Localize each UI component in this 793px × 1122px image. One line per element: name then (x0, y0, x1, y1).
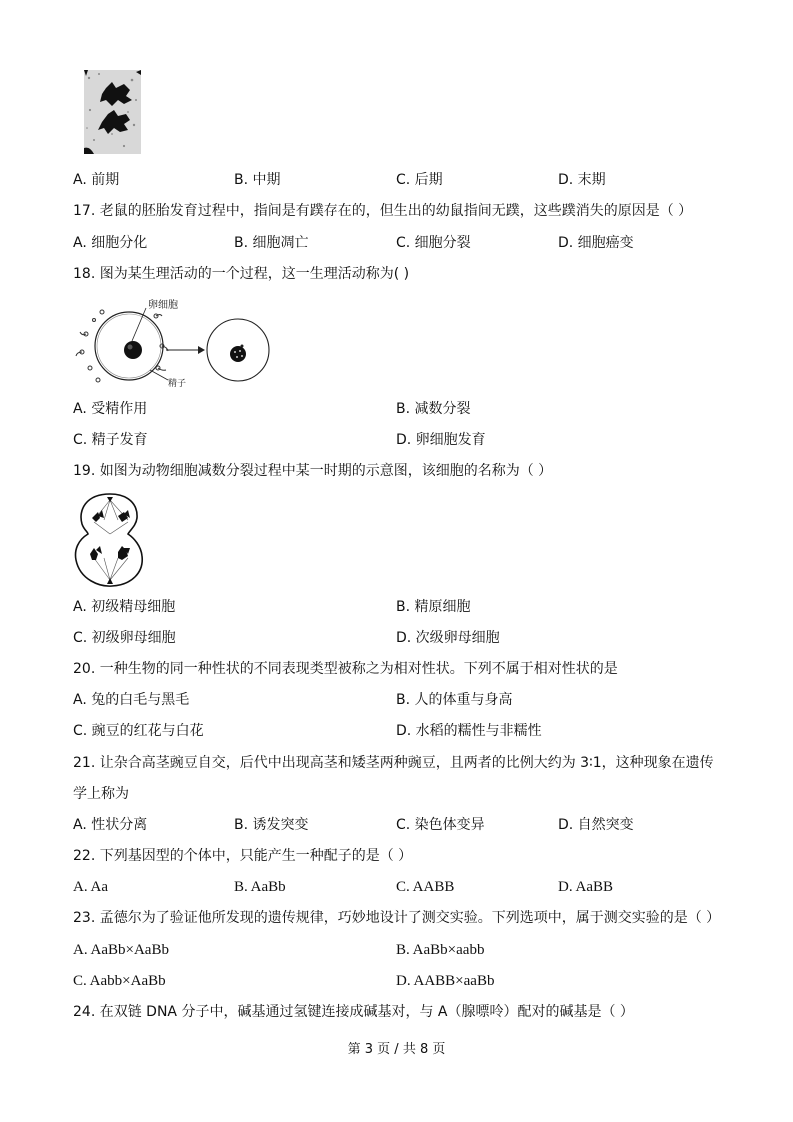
q23-option-c[interactable]: C. Aabb×AaBb (73, 973, 166, 989)
q18-option-c[interactable]: C. 精子发育 (73, 432, 148, 448)
egg-label: 卵细胞 (148, 300, 178, 311)
q21-stem-line2: 学上称为 (73, 786, 129, 802)
q21-stem-line1: 21. 让杂合高茎豌豆自交，后代中出现高茎和矮茎两种豌豆，且两者的比例大约为 3∶1，这种现象在遗传 (73, 755, 714, 771)
q22-option-a[interactable]: A. Aa (73, 879, 108, 895)
q16-option-b[interactable]: B. 中期 (234, 172, 281, 188)
q21-option-b[interactable]: B. 诱发突变 (234, 817, 309, 833)
q18-option-b[interactable]: B. 减数分裂 (396, 401, 471, 417)
q16-option-c[interactable]: C. 后期 (396, 172, 443, 188)
q21-option-d[interactable]: D. 自然突变 (558, 817, 634, 833)
q22-option-b[interactable]: B. AaBb (234, 879, 286, 895)
q23-option-a[interactable]: A. AaBb×AaBb (73, 942, 169, 958)
q16-option-a[interactable]: A. 前期 (73, 172, 120, 188)
q17-option-c[interactable]: C. 细胞分裂 (396, 235, 471, 251)
q18-fertilization-figure (72, 296, 272, 388)
q17-option-d[interactable]: D. 细胞癌变 (558, 235, 634, 251)
q20-option-c[interactable]: C. 豌豆的红花与白花 (73, 723, 204, 739)
q23-stem: 23. 孟德尔为了验证他所发现的遗传规律，巧妙地设计了测交实验。下列选项中，属于测交实验的是（ ） (73, 910, 721, 926)
q22-option-d[interactable]: D. AaBB (558, 879, 614, 895)
q22-stem: 22. 下列基因型的个体中，只能产生一种配子的是（ ） (73, 848, 413, 864)
q20-option-d[interactable]: D. 水稻的糯性与非糯性 (396, 723, 542, 739)
q19-option-b[interactable]: B. 精原细胞 (396, 599, 471, 615)
q20-stem: 20. 一种生物的同一种性状的不同表现类型被称之为相对性状。下列不属于相对性状的是 (73, 661, 618, 677)
q23-option-b[interactable]: B. AaBb×aabb (396, 942, 485, 958)
q24-stem: 24. 在双链 DNA 分子中，碱基通过氢键连接成碱基对，与 A（腺嘌呤）配对的碱基是（ ） (73, 1004, 634, 1020)
q16-micrograph-figure (84, 70, 141, 154)
q18-option-a[interactable]: A. 受精作用 (73, 401, 148, 417)
sperm-label: 精子 (168, 379, 187, 388)
q19-option-a[interactable]: A. 初级精母细胞 (73, 599, 176, 615)
q19-meiosis-figure (74, 492, 146, 588)
q18-option-d[interactable]: D. 卵细胞发育 (396, 432, 486, 448)
q20-option-b[interactable]: B. 人的体重与身高 (396, 692, 513, 708)
q17-stem: 17. 老鼠的胚胎发育过程中，指间是有蹼存在的，但生出的幼鼠指间无蹼，这些蹼消失的原因是（ ） (73, 203, 693, 219)
q22-option-c[interactable]: C. AABB (396, 879, 455, 895)
q19-stem: 19. 如图为动物细胞减数分裂过程中某一时期的示意图，该细胞的名称为（ ） (73, 463, 553, 479)
q17-option-a[interactable]: A. 细胞分化 (73, 235, 148, 251)
q20-option-a[interactable]: A. 兔的白毛与黑毛 (73, 692, 190, 708)
q23-option-d[interactable]: D. AABB×aaBb (396, 973, 495, 989)
q18-stem: 18. 图为某生理活动的一个过程，这一生理活动称为( ) (73, 266, 410, 282)
q16-option-d[interactable]: D. 末期 (558, 172, 606, 188)
q17-option-b[interactable]: B. 细胞凋亡 (234, 235, 309, 251)
page-footer: 第 3 页 / 共 8 页 (347, 1042, 446, 1057)
q21-option-a[interactable]: A. 性状分离 (73, 817, 148, 833)
q19-option-c[interactable]: C. 初级卵母细胞 (73, 630, 176, 646)
q19-option-d[interactable]: D. 次级卵母细胞 (396, 630, 500, 646)
q21-option-c[interactable]: C. 染色体变异 (396, 817, 485, 833)
